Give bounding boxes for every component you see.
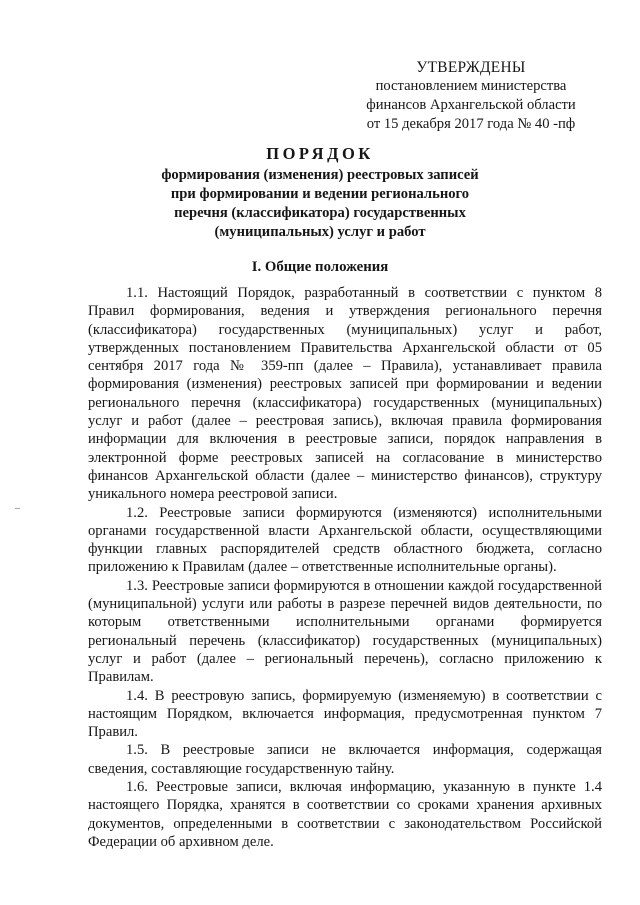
- subtitle-line-3: перечня (классификатора) государственных: [174, 205, 466, 221]
- approval-line-1: постановлением министерства: [375, 78, 567, 94]
- document-subtitle: [150, 166, 490, 242]
- paragraph-1-1: 1.1. Настоящий Порядок, разработанный в соответствии с пунктом 8 Правил формирования, ведения и утверждения регионального перечня (классификатора) государственных (муниципальных) услуг и работ, утвержденных постановлением Правительства Архангельской области от 05 сентября 2017 года № 359-пп (далее – Правила), устанавливает правила формирования (изменения) реестровых записей при формировании и ведении регионального перечня (классификатора) государственных (муниципальных) услуг и работ (далее – реестровая запись), включая правила формирования информации для включения в реестровые записи, порядок направления в электронной форме реестровых записей на согласование в министерство финансов Архангельской области (далее – министерство финансов), структуру уникального номера реестровой записи.: [88, 285, 602, 503]
- subtitle-line-2: при формировании и ведении регионального: [170, 186, 470, 202]
- document-title: ПОРЯДОК: [266, 144, 374, 163]
- paragraph-1-2: 1.2. Реестровые записи формируются (изменяются) исполнительными органами государственной власти Архангельской области, осуществляющими функции главных распорядителей средств областного бюджета, согласно приложению к Правилам (далее – ответственные исполнительные органы).: [88, 504, 602, 576]
- paragraph-1-3: 1.3. Реестровые записи формируются в отношении каждой государственной (муниципальной) услуги или работы в разрезе перечней видов деятельности, по которым ответственными исполнительными органами формируется региональный перечень (классификатор) государственных (муниципальных) услуг и работ (далее – региональный перечень), согласно приложению к Правилам.: [88, 577, 602, 686]
- section-body: [88, 284, 602, 851]
- paragraph-1-5: 1.5. В реестровые записи не включается информация, содержащая сведения, составляющие государственную тайну.: [88, 742, 602, 777]
- subtitle-line-4: (муниципальных) услуг и работ: [214, 224, 426, 240]
- section-heading: I. Общие положения: [251, 259, 389, 275]
- approval-title: УТВЕРЖДЕНЫ: [416, 59, 526, 76]
- scan-margin-mark: [15, 508, 20, 509]
- approval-line-3: от 15 декабря 2017 года № 40 -пф: [366, 116, 576, 132]
- paragraph-1-4: 1.4. В реестровую запись, формируемую (изменяемую) в соответствии с настоящим Порядком, включается информация, предусмотренная пунктом 7 Правил.: [88, 687, 602, 741]
- paragraph-1-6: 1.6. Реестровые записи, включая информацию, указанную в пункте 1.4 настоящего Порядка, хранятся в соответствии со сроками хранения архивных документов, определенными в соответствии с законодательством Российской Федерации об архивном деле.: [88, 779, 602, 850]
- approval-stamp: [336, 58, 606, 134]
- approval-line-2: финансов Архангельской области: [366, 97, 576, 113]
- subtitle-line-1: формирования (изменения) реестровых записей: [161, 167, 479, 183]
